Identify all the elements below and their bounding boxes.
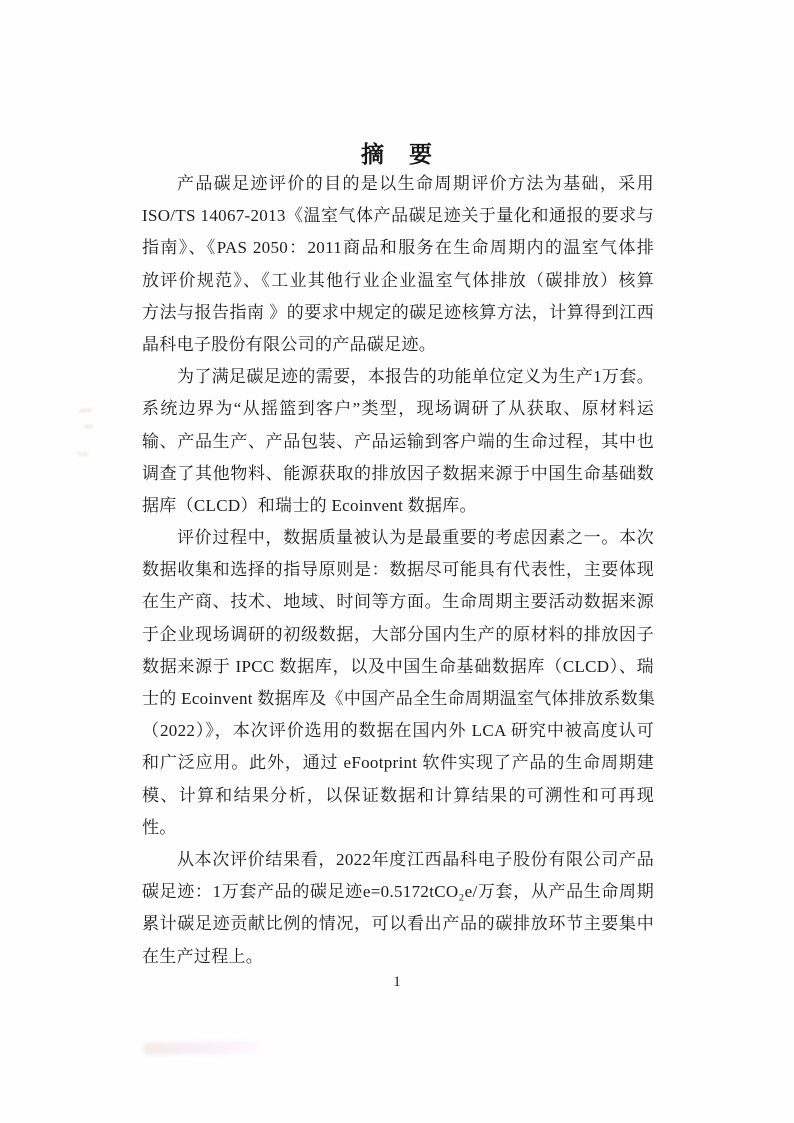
text-line: 为了满足碳足迹的需要，本报告的功能单位定义为生产1万套。: [177, 367, 654, 387]
text-line: 数据收集和选择的指导原则是：数据尽可能具有代表性，主要体现: [142, 560, 654, 580]
text-line: 系统边界为“从摇篮到客户”类型，现场调研了从获取、原材料运: [142, 399, 654, 419]
paragraph: [142, 522, 654, 844]
text-line: 调查了其他物料、能源获取的排放因子数据来源于中国生命基础数: [142, 463, 654, 483]
text-line: 数据来源于 IPCC 数据库，以及中国生命基础数据库（CLCD）、瑞: [142, 656, 654, 676]
text-line: 晶科电子股份有限公司的产品碳足迹。: [142, 334, 437, 354]
text-line: 据库（CLCD）和瑞士的 Ecoinvent 数据库。: [142, 495, 477, 515]
abstract-body: [142, 168, 654, 973]
abstract-title: 摘 要: [361, 142, 433, 167]
text-line: 从本次评价结果看，2022年度江西晶科电子股份有限公司产品: [177, 849, 654, 869]
scan-smudge-artifact: [84, 425, 93, 428]
text-line: 模、计算和结果分析，以保证数据和计算结果的可溯性和可再现: [142, 785, 654, 805]
text-line: 放评价规范》、《工业其他行业企业温室气体排放（碳排放）核算: [142, 270, 654, 290]
text-line: 输、产品生产、产品包装、产品运输到客户端的生命过程，其中也: [142, 431, 654, 451]
text-line: ISO/TS 14067-2013《温室气体产品碳足迹关于量化和通报的要求与: [142, 206, 654, 226]
scan-smudge-artifact: [77, 452, 88, 456]
text-line: 在生产商、技术、地域、时间等方面。生命周期主要活动数据来源: [142, 592, 654, 612]
text-line: 性。: [142, 817, 177, 837]
paragraph: [142, 168, 654, 361]
text-line: 和广泛应用。此外，通过 eFootprint 软件实现了产品的生命周期建: [142, 753, 654, 773]
text-line: 在生产过程上。: [142, 946, 264, 966]
text-line: 产品碳足迹评价的目的是以生命周期评价方法为基础，采用: [177, 174, 654, 193]
text-line: 指南》、《PAS 2050：2011商品和服务在生命周期内的温室气体排: [142, 238, 654, 258]
text-line: 累计碳足迹贡献比例的情况，可以看出产品的碳排放环节主要集中: [142, 914, 654, 934]
scan-smudge-artifact: [79, 409, 92, 413]
text-line: 士的 Ecoinvent 数据库及《中国产品全生命周期温室气体排放系数集: [142, 689, 656, 708]
paragraph: [142, 844, 654, 973]
text-line: （2022）》，本次评价选用的数据在国内外 LCA 研究中被高度认可: [142, 721, 654, 741]
page-number: 1: [393, 974, 401, 990]
paragraph: [142, 361, 654, 522]
text-line: 评价过程中，数据质量被认为是最重要的考虑因素之一。本次: [177, 528, 654, 548]
text-line: 于企业现场调研的初级数据，大部分国内生产的原材料的排放因子: [142, 624, 654, 644]
text-line: 碳足迹：1万套产品的碳足迹e=0.5172tCO₂e/万套，从产品生命周期: [142, 882, 654, 902]
highlighter-smear-artifact: [143, 1041, 273, 1055]
text-line: 方法与报告指南 》的要求中规定的碳足迹核算方法，计算得到江西: [142, 302, 654, 322]
